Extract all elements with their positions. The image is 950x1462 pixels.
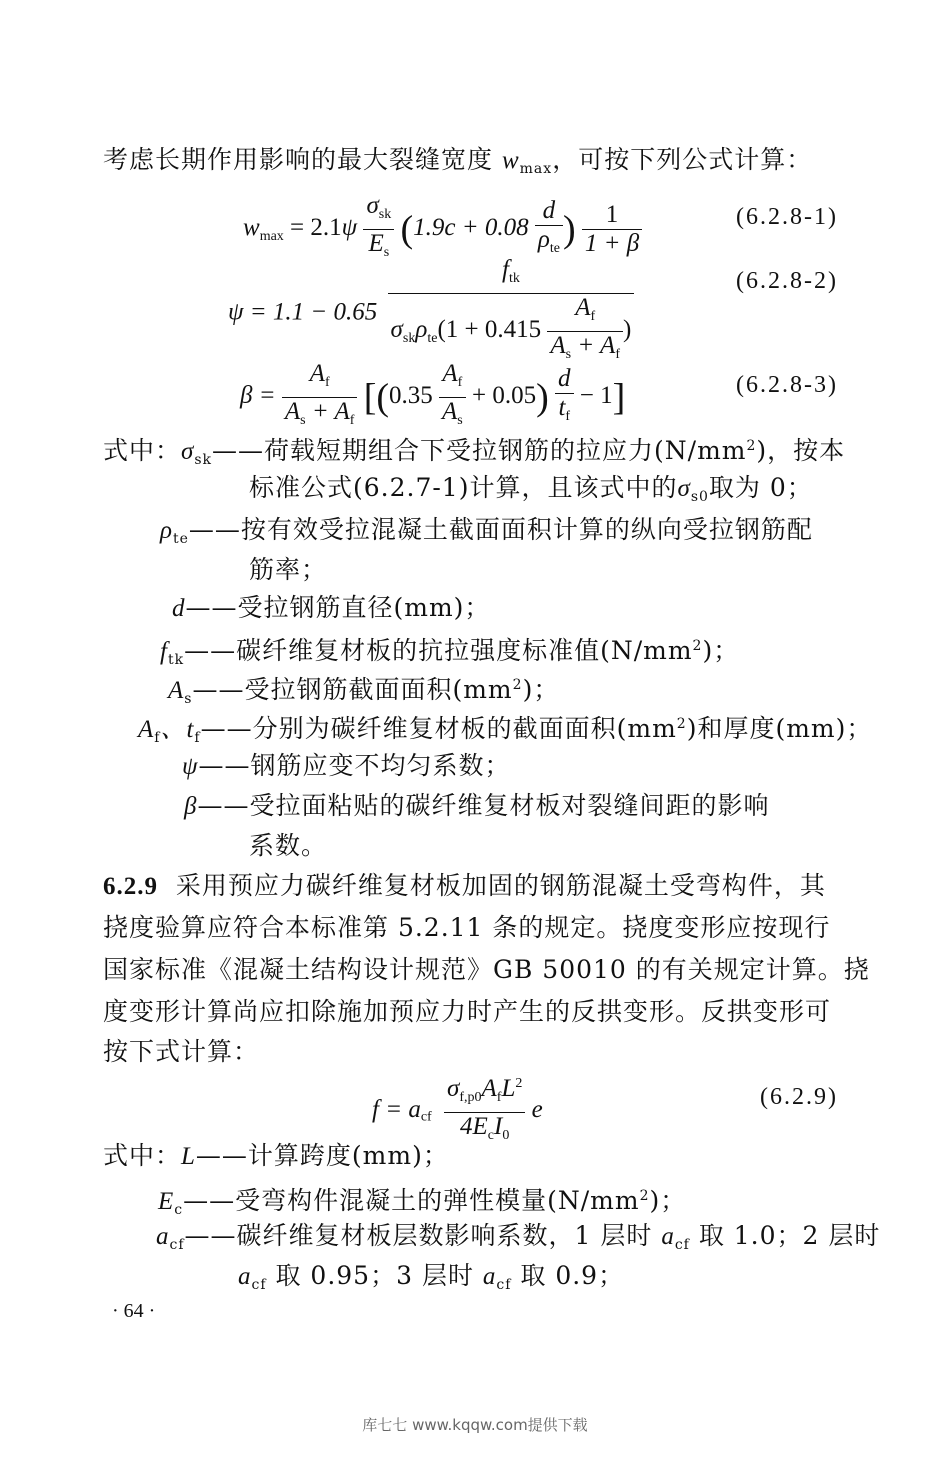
page-number: · 64 ·	[112, 1300, 156, 1322]
def-sigma-sk: 式中：$\sigma_{sk}——$荷载短期组合下受拉钢筋的拉应力$(N/mm^2)$，按本	[103, 436, 846, 468]
def-f-tk: $f_{tk}——$碳纤维复材板的抗拉强度标准值$(N/mm^2)$；	[160, 636, 740, 668]
section-number: 6.2.9	[103, 873, 158, 900]
def-l: 式中：L——计算跨度(mm)；	[103, 1141, 449, 1170]
section-6-2-9-line-3: 国家标准《混凝土结构设计规范》GB 50010 的有关规定计算。挠	[103, 955, 870, 984]
def-a-cf: $a_{cf}——$碳纤维复材板层数影响系数，1 层时 $a_{cf}$ 取 1.0；2 层时	[156, 1221, 881, 1253]
section-6-2-9-line-2: 挠度验算应符合本标准第 5.2.11 条的规定。挠度变形应按现行	[103, 913, 831, 942]
equation-6-2-8-1: $w_{max} = 2.1\psi$ $\frac{\sigma_{sk}}{E_s}$ (1.9c + 0.08 $\frac{d}{\rho_{te}}$ ) $\frac{1}{1 + \beta}$	[243, 192, 642, 267]
def-d: d——受拉钢筋直径(mm)；	[172, 593, 491, 622]
equation-number-2: (6.2.8-2)	[736, 268, 838, 294]
def-a-cf-cont: $a_{cf}$ 取 0.95；3 层时 $a_{cf}$ 取 0.9；	[238, 1261, 625, 1293]
equation-6-2-8-2: ψ = 1.1 − 0.65 $f_{tk}$ $\sigma_{sk}\rho_{te}(1 + 0.415$ $\frac{A_f}{A_s + A_f}$ )	[228, 256, 634, 369]
def-e-c: $E_c——$受弯构件混凝土的弹性模量$(N/mm^2)$；	[158, 1186, 687, 1218]
def-beta: β——受拉面粘贴的碳纤维复材板对裂缝间距的影响	[184, 791, 770, 820]
equation-number-1: (6.2.8-1)	[736, 204, 838, 230]
def-a-s: $A_s——$受拉钢筋截面面积$(mm^2)$；	[168, 675, 560, 707]
def-sigma-sk-cont: 标准公式(6.2.7-1)计算，且该式中的$\sigma_{s0}$取为 0；	[249, 473, 813, 505]
equation-number-3: (6.2.8-3)	[736, 372, 838, 398]
def-a-f-t-f: $A_f$、$t_f——$分别为碳纤维复材板的截面面积$(mm^2)$和厚度(mm)；	[138, 714, 873, 746]
equation-6-2-8-3: β = $\frac{A_f}{A_s + A_f}$ [(0.35 $\frac{A_f}{A_s}$ + 0.05) $\frac{d}{t_f}$ − 1]	[240, 360, 626, 428]
def-rho-te: $\rho_{te}——$按有效受拉混凝土截面面积计算的纵向受拉钢筋配	[160, 515, 813, 547]
def-beta-cont: 系数。	[249, 831, 328, 860]
section-6-2-9-line-1: 6.2.9 采用预应力碳纤维复材板加固的钢筋混凝土受弯构件，其	[103, 871, 826, 900]
equation-6-2-9: $f = a_{cf}$ $\frac{\sigma_{f,p0}A_fL^2}{4E_cI_0}$ e	[372, 1070, 543, 1150]
equation-number-4: (6.2.9)	[760, 1084, 838, 1110]
def-psi: ψ——钢筋应变不均匀系数；	[182, 751, 511, 780]
section-6-2-9-line-4: 度变形计算尚应扣除施加预应力时产生的反拱变形。反拱变形可	[103, 997, 832, 1026]
section-6-2-9-line-5: 按下式计算：	[103, 1037, 260, 1066]
intro-line: 考虑长期作用影响的最大裂缝宽度 $w_{max}$，可按下列公式计算：	[103, 145, 813, 177]
download-footer: 库七七 www.kqqw.com提供下载	[362, 1416, 588, 1434]
def-rho-te-cont: 筋率；	[249, 555, 328, 584]
